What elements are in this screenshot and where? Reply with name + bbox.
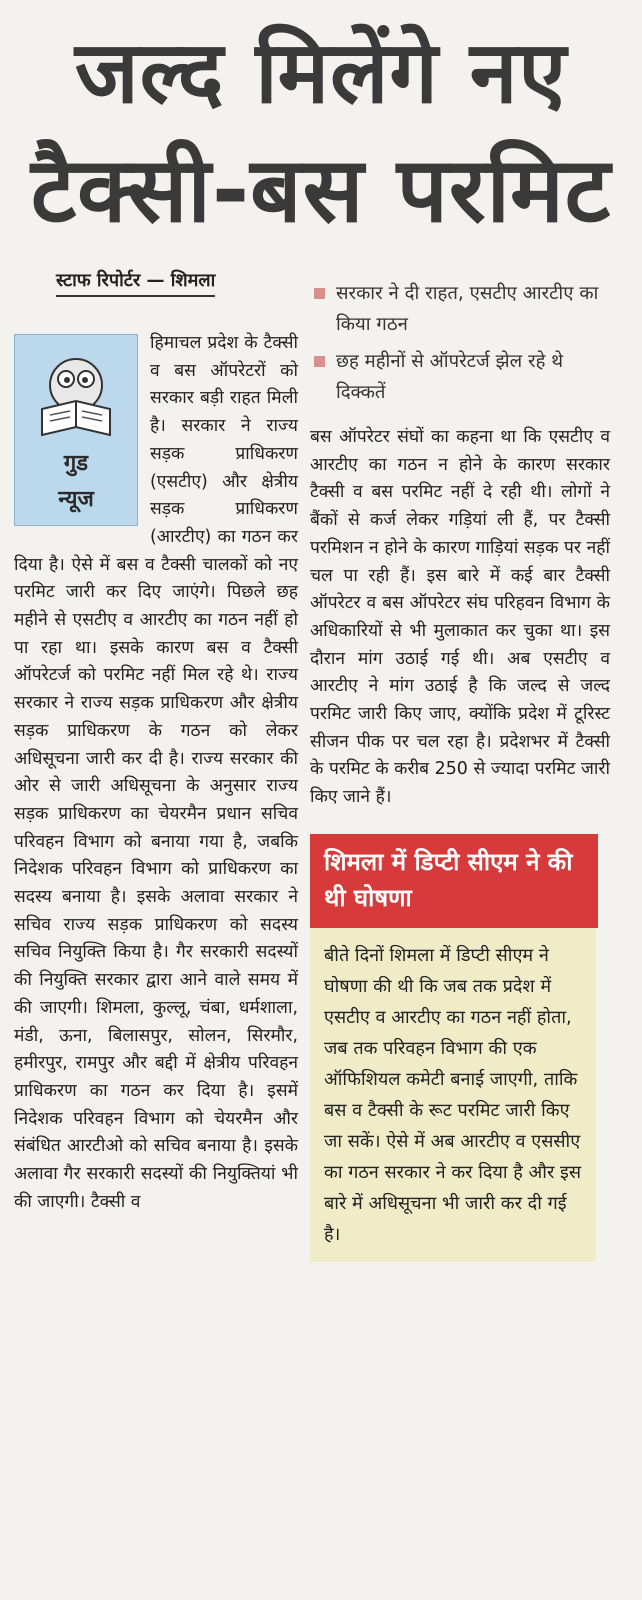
right-column xyxy=(310,278,610,1262)
highlight-item xyxy=(310,278,610,340)
headline-line-2: टैक्सी-बस परमिट xyxy=(30,138,612,243)
sidebar-body: बीते दिनों शिमला में डिप्टी सीएम ने घोषणा की थी कि जब तक प्रदेश में एसटीए व आरटीए का गठन नहीं होता, जब तक परिवहन विभाग की एक ऑफिशियल कमेटी बनाई जाएगी, ताकि बस व टैक्सी के रूट परमिट जारी किए जा सकें। ऐसे में अब आरटीए व एससीए का गठन सरकार ने कर दिया है और इस बारे में अधिसूचना भी जारी कर दी गई है। xyxy=(310,928,596,1262)
highlight-text: छह महीनों से ऑपरेटर्ज झेल रहे थे दिक्कतें xyxy=(336,351,564,403)
good-news-label-1: गुड xyxy=(63,451,89,476)
sidebar-heading: शिमला में डिप्टी सीएम ने की थी घोषणा xyxy=(310,834,598,928)
highlight-text: सरकार ने दी राहत, एसटीए आरटीए का किया गठन xyxy=(336,283,599,335)
bullet-square-icon xyxy=(314,288,325,299)
headline-line-1: जल्द मिलेंगे नए xyxy=(74,23,568,123)
good-news-label-2: न्यूज xyxy=(58,487,94,512)
reading-mascot-icon xyxy=(30,351,122,443)
highlight-item xyxy=(310,346,610,408)
left-column xyxy=(14,330,298,1590)
left-column-body: हिमाचल प्रदेश के टैक्सी व बस ऑपरेटरों को सरकार बड़ी राहत मिली है। सरकार ने राज्य सड़क प्राधिकरण (एसटीए) और क्षेत्रीय सड़क प्राधिकरण (आरटीए) का गठन कर दिया है। ऐसे में बस व टैक्सी चालकों को नए परमिट जारी कर दिए जाएंगे। पिछले छह महीने से एसटीए व आरटीए का गठन नहीं हो पा रहा था। इसके कारण बस व टैक्सी ऑपरेटर्ज को परमिट नहीं मिल रहे थे। राज्य सरकार ने राज्य सड़क प्राधिकरण और क्षेत्रीय सड़क प्राधिकरण के गठन को लेकर अधिसूचना जारी कर दी है। राज्य सरकार की ओर से जारी अधिसूचना के अनुसार राज्य सड़क प्राधिकरण का चेयरमैन प्रधान सचिव परिवहन विभाग को बनाया गया है, जबकि निदेशक परिवहन विभाग को प्राधिकरण का सदस्य बनाया है। इसके अलावा सरकार ने सचिव राज्य सड़क प्राधिकरण को सदस्य सचिव नियुक्ति किया है। गैर सरकारी सदस्यों की नियुक्ति सरकार द्वारा आने वाले समय में की जाएगी। शिमला, कुल्लू, चंबा, धर्मशाला, मंडी, ऊना, बिलासपुर, सोलन, सिरमौर, हमीरपुर, रामपुर और बद्दी में क्षेत्रीय परिवहन प्राधिकरण का गठन कर दिया है। इसमें निदेशक परिवहन विभाग को चेयरमैन और संबंधित आरटीओ को सचिव बनाया है। इसके अलावा गैर सरकारी सदस्यों की नियुक्तियां भी की जाएगी। टैक्सी व xyxy=(14,333,298,1212)
highlights-list xyxy=(310,278,610,408)
good-news-badge xyxy=(14,334,138,526)
byline: स्टाफ रिपोर्टर — शिमला xyxy=(56,268,215,297)
bullet-square-icon xyxy=(314,356,325,367)
right-column-body: बस ऑपरेटर संघों का कहना था कि एसटीए व आरटीए का गठन न होने के कारण सरकार टैक्सी व बस परमिट नहीं दे रही थी। लोगों ने बैंकों से कर्ज लेकर गड़ियां ली हैं, पर टैक्सी परमिशन न होने के कारण गाड़ियां सड़क पर नहीं चल पा रही हैं। इस बारे में कई बार टैक्सी ऑपरेटर व बस ऑपरेटर संघ परिहवन विभाग के अधिकारियों से भी मुलाकात कर चुका था। इस दौरान मांग उठाई गई थी। अब एसटीए व आरटीए ने मांग उठाई है कि जल्द से जल्द परमिट जारी किए जाए, क्योंकि प्रदेश में टूरिस्ट सीजन पीक पर चल रहा है। प्रदेशभर में टैक्सी के परमिट के करीब 250 से ज्यादा परमिट जारी किए जाने हैं। xyxy=(310,427,610,808)
